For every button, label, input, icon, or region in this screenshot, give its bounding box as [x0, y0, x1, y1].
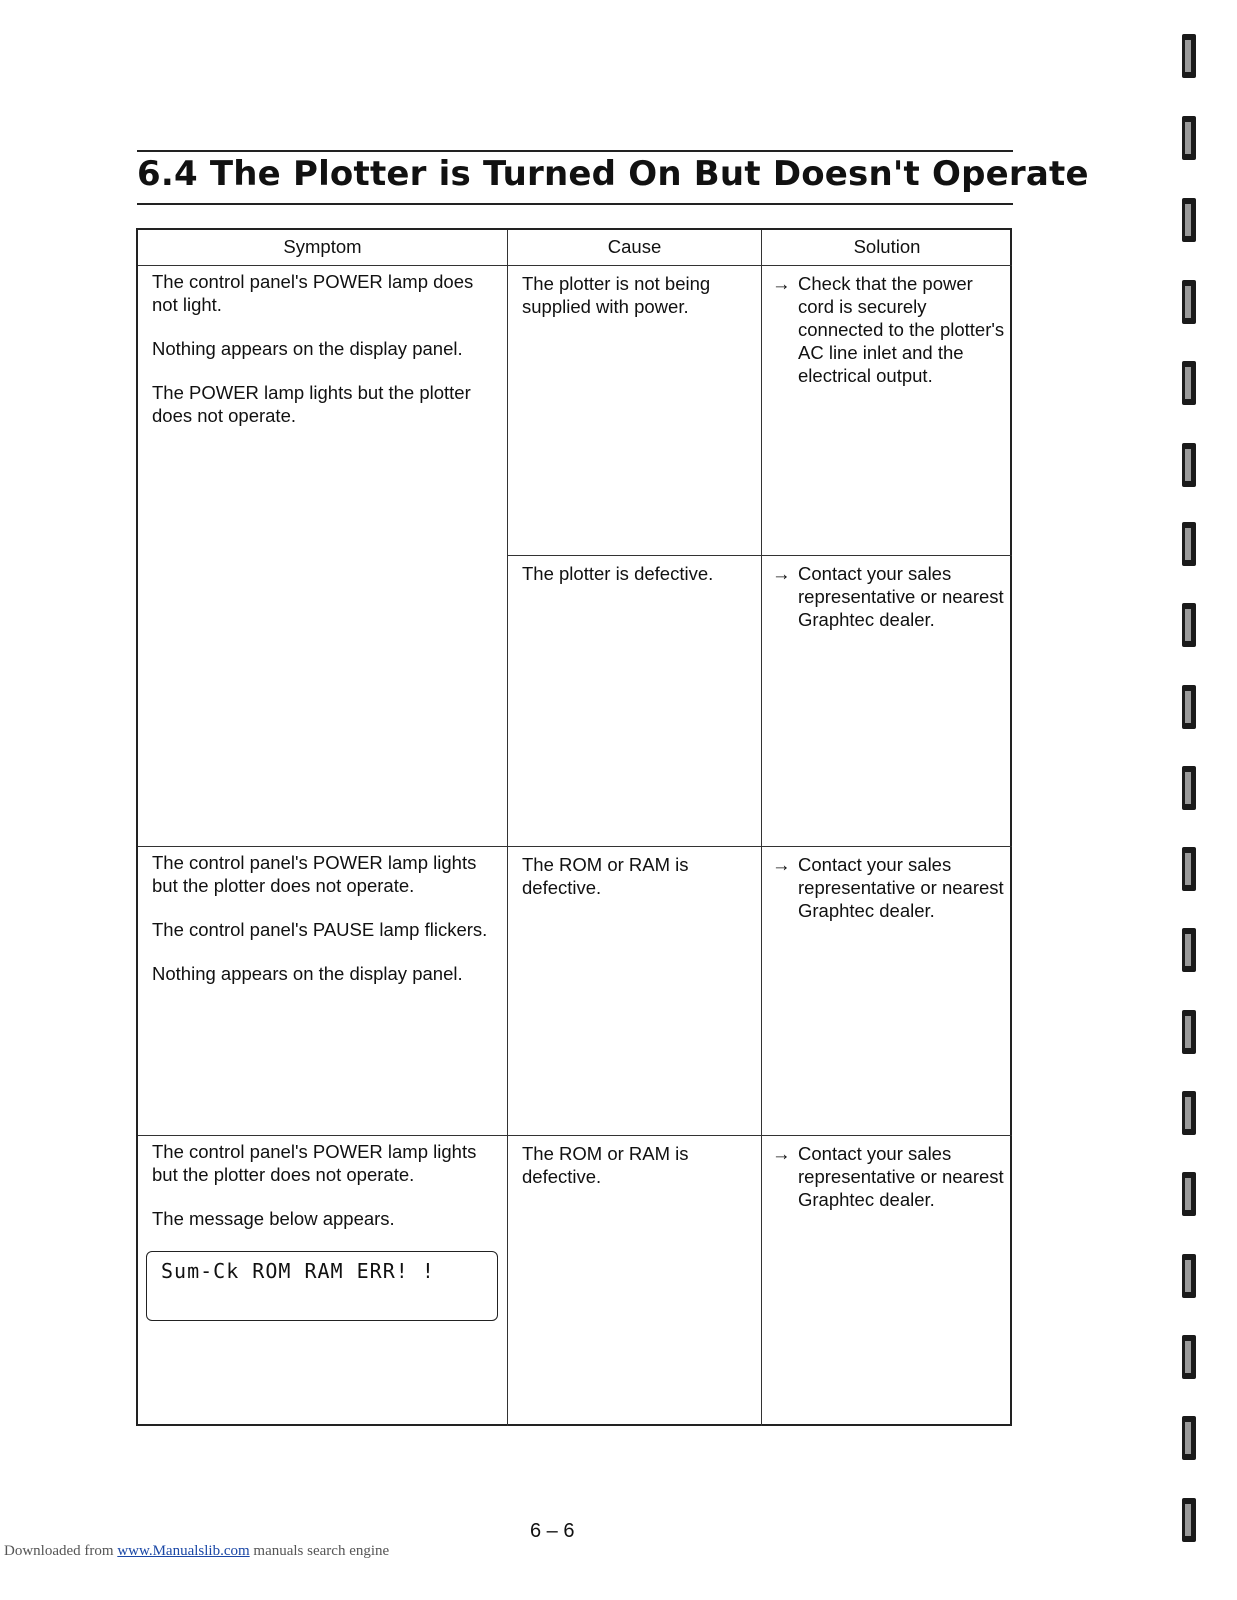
binding-mark — [1182, 766, 1196, 810]
binding-mark — [1182, 1091, 1196, 1135]
header-solution: Solution — [762, 230, 1012, 266]
binding-mark — [1182, 198, 1196, 242]
binding-mark — [1182, 603, 1196, 647]
header-symptom: Symptom — [138, 230, 508, 266]
binding-margin-marks — [1178, 0, 1200, 1600]
binding-mark — [1182, 280, 1196, 324]
arrow-right-icon: → — [772, 1143, 791, 1164]
binding-mark — [1182, 1335, 1196, 1379]
solution-text: Contact your sales representative or nearest Graphtec dealer. — [798, 1143, 1004, 1210]
page-number: 6 – 6 — [530, 1520, 575, 1542]
error-message-display: Sum-Ck ROM RAM ERR! ! — [146, 1251, 498, 1321]
solution-cell — [762, 1136, 1012, 1426]
symptom-text: The control panel's POWER lamp does not light. — [152, 271, 474, 315]
binding-mark — [1182, 34, 1196, 78]
symptom-text: The POWER lamp lights but the plotter does not operate. — [152, 382, 471, 426]
solution-cell — [762, 266, 1012, 556]
footer-suffix: manuals search engine — [249, 1543, 390, 1559]
binding-mark — [1182, 685, 1196, 729]
title-top-rule — [137, 150, 1013, 152]
symptom-text: Nothing appears on the display panel. — [152, 338, 463, 359]
arrow-right-icon: → — [772, 273, 791, 294]
title-bottom-rule — [137, 203, 1013, 205]
binding-mark — [1182, 116, 1196, 160]
binding-mark — [1182, 1254, 1196, 1298]
cause-cell: The plotter is not being supplied with power. — [508, 266, 762, 556]
binding-mark — [1182, 443, 1196, 487]
symptom-cell — [138, 847, 508, 1136]
manualslib-link[interactable]: www.Manualslib.com — [117, 1543, 250, 1559]
solution-cell — [762, 556, 1012, 847]
page-title: 6.4 The Plotter is Turned On But Doesn't Operate — [137, 154, 1089, 194]
binding-mark — [1182, 522, 1196, 566]
binding-mark — [1182, 1498, 1196, 1542]
symptom-text: The message below appears. — [152, 1208, 395, 1229]
header-cause: Cause — [508, 230, 762, 266]
binding-mark — [1182, 1172, 1196, 1216]
solution-cell — [762, 847, 1012, 1136]
symptom-text: Nothing appears on the display panel. — [152, 963, 463, 984]
symptom-text: The control panel's POWER lamp lights but the plotter does not operate. — [152, 1141, 477, 1185]
download-footer — [4, 1543, 389, 1560]
cause-cell: The plotter is defective. — [508, 556, 762, 847]
arrow-right-icon: → — [772, 854, 791, 875]
binding-mark — [1182, 361, 1196, 405]
arrow-right-icon: → — [772, 563, 791, 584]
symptom-text: The control panel's PAUSE lamp flickers. — [152, 919, 488, 940]
symptom-cell — [138, 266, 508, 847]
binding-mark — [1182, 928, 1196, 972]
symptom-cell — [138, 1136, 508, 1426]
troubleshooting-table — [136, 228, 1012, 1426]
solution-text: Check that the power cord is securely connected to the plotter's AC line inlet and the electrical output. — [798, 273, 1005, 386]
cause-cell: The ROM or RAM is defective. — [508, 1136, 762, 1426]
symptom-text: The control panel's POWER lamp lights but the plotter does not operate. — [152, 852, 477, 896]
binding-mark — [1182, 847, 1196, 891]
solution-text: Contact your sales representative or nearest Graphtec dealer. — [798, 854, 1004, 921]
solution-text: Contact your sales representative or nearest Graphtec dealer. — [798, 563, 1004, 630]
binding-mark — [1182, 1416, 1196, 1460]
footer-prefix: Downloaded from — [4, 1543, 118, 1559]
binding-mark — [1182, 1010, 1196, 1054]
cause-cell: The ROM or RAM is defective. — [508, 847, 762, 1136]
